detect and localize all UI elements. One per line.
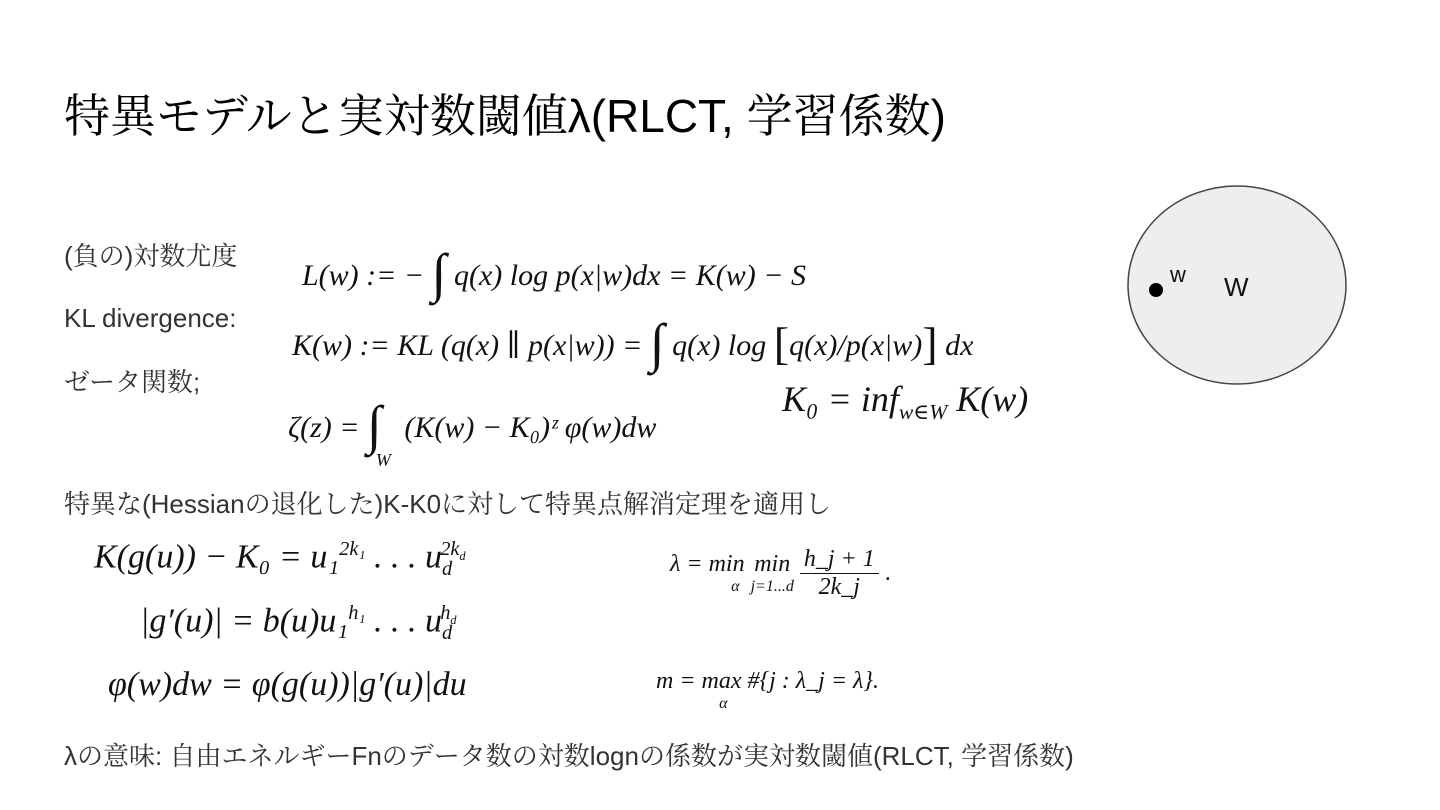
integral-sign: ∫	[367, 395, 382, 455]
lambda-numerator: h_j + 1	[800, 546, 879, 574]
right-bracket: ]	[922, 318, 938, 369]
lambda-min-alpha	[670, 551, 745, 596]
lambda-fraction	[800, 546, 879, 601]
lambda-sub-alpha: α	[731, 578, 740, 595]
log-likelihood-label: (負の)対数尤度	[64, 241, 238, 271]
resolution-eq-2-mid: . . . u	[365, 602, 442, 640]
lambda-period: .	[884, 560, 891, 586]
m-formula	[656, 668, 879, 713]
kl-inner: q(x)/p(x|w)	[789, 329, 923, 362]
zeta-label: ゼータ関数;	[64, 367, 201, 397]
parameter-space-diagram	[1126, 184, 1350, 393]
resolution-eq-1-main: K(g(u)) − K₀ = u₁	[94, 538, 340, 576]
lambda-formula	[670, 546, 891, 601]
resolution-eq-2	[140, 602, 469, 645]
lambda-denominator: 2k_j	[818, 574, 860, 600]
point-label: w	[1170, 262, 1186, 287]
kl-lhs: K(w) := KL (q(x) ∥ p(x|w)) =	[292, 329, 643, 362]
lambda-lhs: λ = min	[670, 551, 745, 577]
kl-label: KL divergence:	[64, 303, 237, 333]
k0-definition	[782, 378, 1028, 425]
resolution-eq-1-subd: d	[442, 558, 453, 581]
m-lhs: m = max	[656, 668, 742, 694]
resolution-eq-2-subd: d	[441, 622, 453, 645]
zeta-formula	[288, 388, 657, 470]
lambda-meaning-caption: λの意味: 自由エネルギーFnのデータ数の対数lognの係数が実対数閾値(RLCT, 学習係数)	[64, 741, 1074, 771]
integral-sign: ∫	[431, 243, 447, 303]
log-likelihood-rhs: q(x) log p(x|w)dx = K(w) − S	[453, 259, 806, 292]
kl-formula	[292, 306, 974, 373]
k0-lhs: K₀ = inf	[782, 379, 899, 419]
set-label: W	[1224, 272, 1249, 302]
slide-title: 特異モデルと実対数閾値λ(RLCT, 学習係数)	[64, 90, 946, 142]
lambda-min-j	[751, 551, 794, 596]
resolution-eq-3-main: φ(w)dw = φ(g(u))|g′(u)|du	[108, 666, 467, 703]
resolution-eq-1-mid: . . . u	[365, 538, 443, 576]
resolution-eq-2-expd: h	[440, 602, 451, 624]
m-sub-alpha: α	[719, 695, 728, 712]
resolution-eq-2-main: |g′(u)| = b(u)u₁	[140, 602, 349, 640]
resolution-eq-1-expd: 2k	[440, 538, 460, 560]
resolution-eq-2-exp1: h₁	[348, 602, 366, 624]
k0-sub: w∈W	[898, 400, 948, 425]
log-likelihood-formula	[302, 236, 806, 303]
resolution-eq-1	[94, 538, 478, 581]
lambda-sub-j: j=1...d	[750, 578, 794, 595]
parameter-space-svg	[1126, 184, 1350, 388]
zeta-lhs: ζ(z) =	[288, 411, 360, 444]
zeta-rhs: (K(w) − K₀)ᶻ φ(w)dw	[404, 411, 657, 444]
lambda-min2: min	[754, 551, 791, 577]
resolution-eq-1-expd-sub: d	[459, 549, 466, 564]
parameter-point	[1149, 283, 1163, 297]
resolution-eq-1-exp1: 2k₁	[339, 538, 366, 560]
log-likelihood-lhs: L(w) := −	[302, 259, 425, 292]
kl-end: dx	[945, 329, 974, 362]
resolution-caption: 特異な(Hessianの退化した)K-K0に対して特異点解消定理を適用し	[64, 489, 832, 519]
kl-rhs: q(x) log	[672, 329, 767, 362]
left-bracket: [	[773, 318, 790, 369]
resolution-eq-2-expd-sub: d	[450, 613, 457, 628]
m-max	[656, 668, 742, 713]
resolution-eq-3	[108, 666, 467, 704]
integral-sign: ∫	[649, 313, 665, 373]
zeta-domain: W	[375, 450, 391, 470]
m-rhs: #{j : λ_j = λ}.	[747, 668, 880, 694]
k0-tail: K(w)	[956, 379, 1029, 419]
